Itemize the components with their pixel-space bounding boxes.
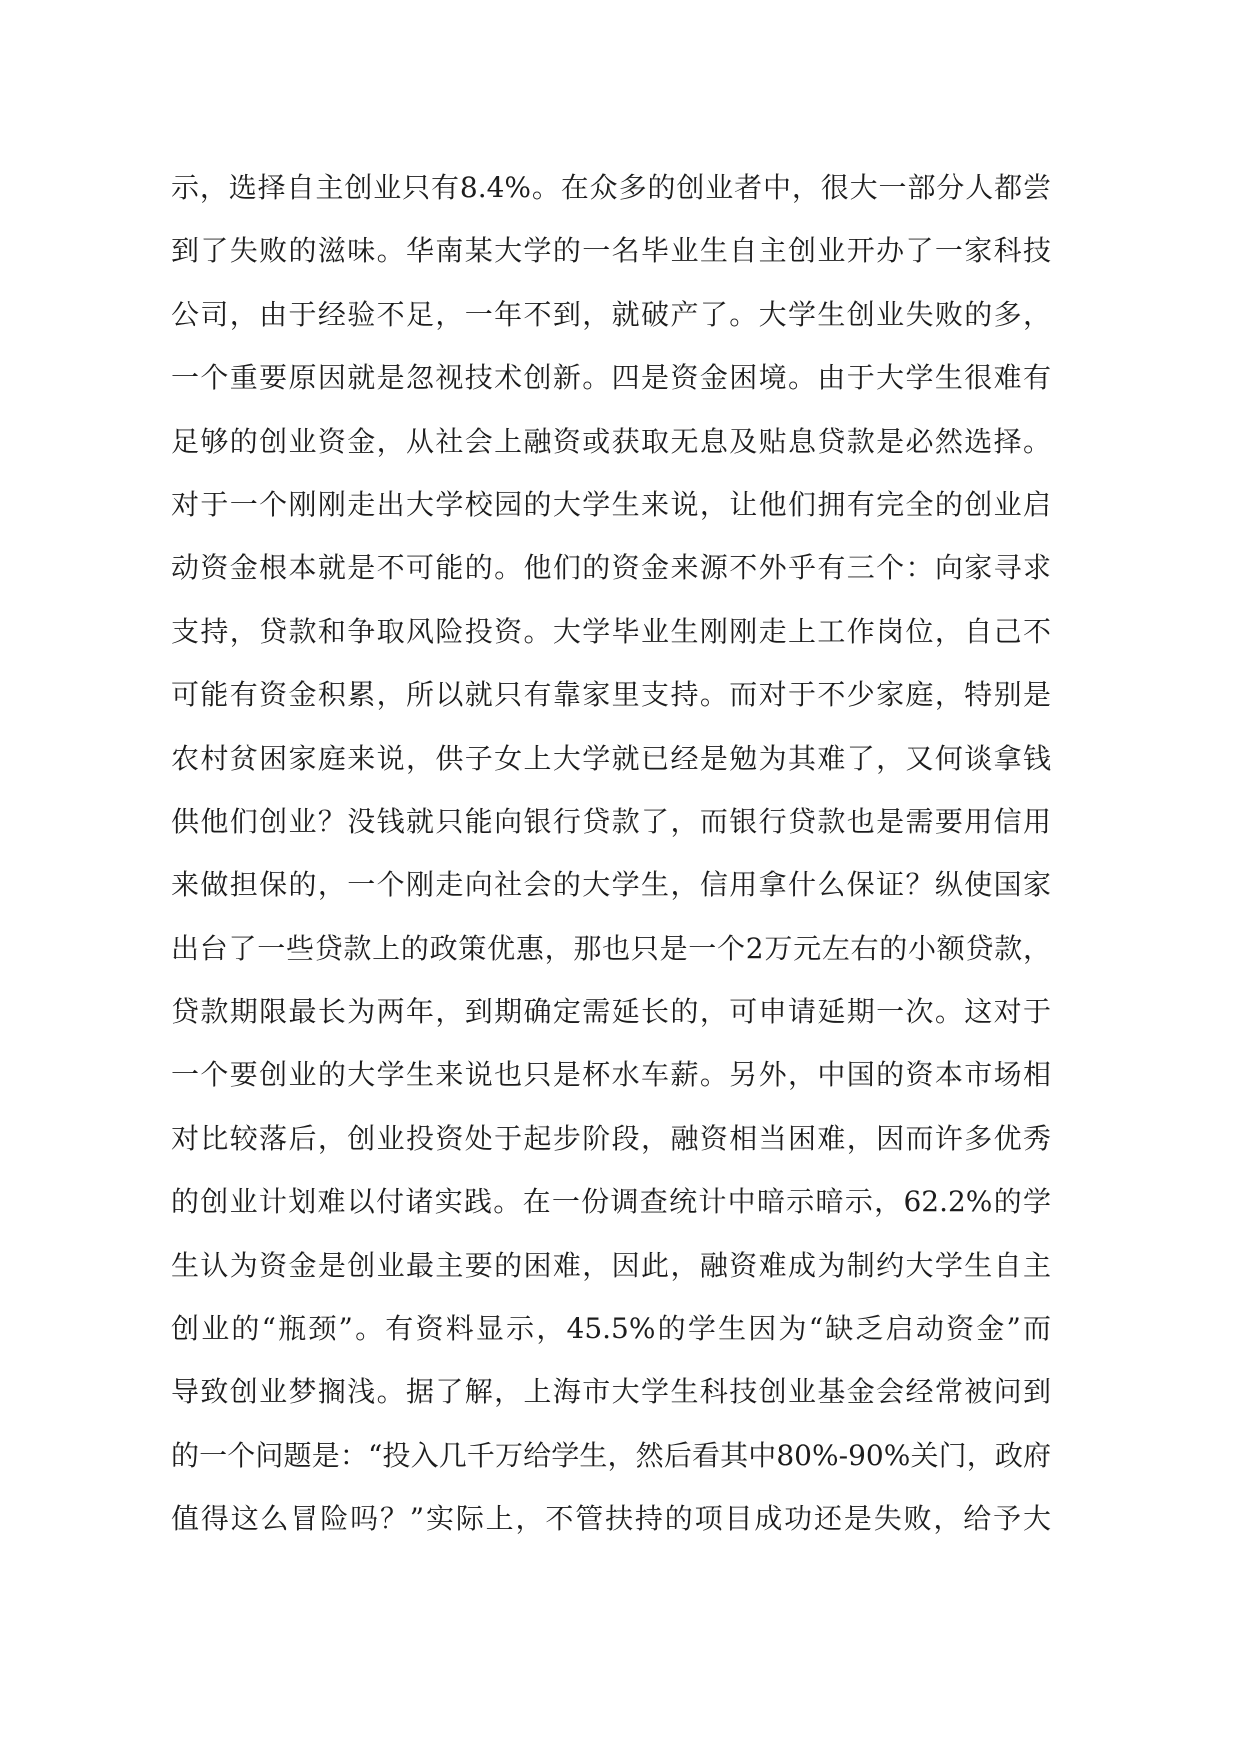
text-line: 一个重要原因就是忽视技术创新。四是资金困境。由于大学生很难有 bbox=[171, 361, 1051, 395]
text-line: 的创业计划难以付诸实践。在一份调查统计中暗示暗示，62.2%的学 bbox=[171, 1185, 1051, 1219]
text-line: 导致创业梦搁浅。据了解，上海市大学生科技创业基金会经常被问到 bbox=[171, 1375, 1051, 1409]
text-line: 供他们创业？没钱就只能向银行贷款了，而银行贷款也是需要用信用 bbox=[171, 804, 1051, 838]
text-line: 贷款期限最长为两年，到期确定需延长的，可申请延期一次。这对于 bbox=[171, 995, 1051, 1029]
text-line: 一个要创业的大学生来说也只是杯水车薪。另外，中国的资本市场相 bbox=[171, 1058, 1051, 1092]
text-line: 支持，贷款和争取风险投资。大学毕业生刚刚走上工作岗位，自己不 bbox=[171, 614, 1051, 648]
text-line: 值得这么冒险吗？”实际上，不管扶持的项目成功还是失败，给予大 bbox=[171, 1502, 1051, 1536]
text-line: 创业的“瓶颈”。有资料显示，45.5%的学生因为“缺乏启动资金”而 bbox=[171, 1312, 1051, 1346]
text-line: 农村贫困家庭来说，供子女上大学就已经是勉为其难了，又何谈拿钱 bbox=[171, 741, 1051, 775]
text-line: 来做担保的，一个刚走向社会的大学生，信用拿什么保证？纵使国家 bbox=[171, 868, 1051, 902]
text-line: 示，选择自主创业只有8.4%。在众多的创业者中，很大一部分人都尝 bbox=[171, 171, 1051, 204]
text-line: 出台了一些贷款上的政策优惠，那也只是一个2万元左右的小额贷款， bbox=[171, 931, 1051, 965]
text-line: 足够的创业资金，从社会上融资或获取无息及贴息贷款是必然选择。 bbox=[171, 424, 1051, 458]
text-line: 动资金根本就是不可能的。他们的资金来源不外乎有三个：向家寻求 bbox=[171, 551, 1051, 585]
text-line: 可能有资金积累，所以就只有靠家里支持。而对于不少家庭，特别是 bbox=[171, 678, 1051, 712]
body-text bbox=[171, 156, 1051, 1551]
text-line: 对比较落后，创业投资处于起步阶段，融资相当困难，因而许多优秀 bbox=[171, 1121, 1051, 1155]
text-line: 的一个问题是：“投入几千万给学生，然后看其中80%-90%关门，政府 bbox=[171, 1438, 1051, 1472]
text-line: 生认为资金是创业最主要的困难，因此，融资难成为制约大学生自主 bbox=[171, 1248, 1051, 1282]
text-line: 到了失败的滋味。华南某大学的一名毕业生自主创业开办了一家科技 bbox=[171, 234, 1051, 268]
text-line: 公司，由于经验不足，一年不到，就破产了。大学生创业失败的多， bbox=[171, 297, 1051, 331]
text-line: 对于一个刚刚走出大学校园的大学生来说，让他们拥有完全的创业启 bbox=[171, 487, 1051, 521]
